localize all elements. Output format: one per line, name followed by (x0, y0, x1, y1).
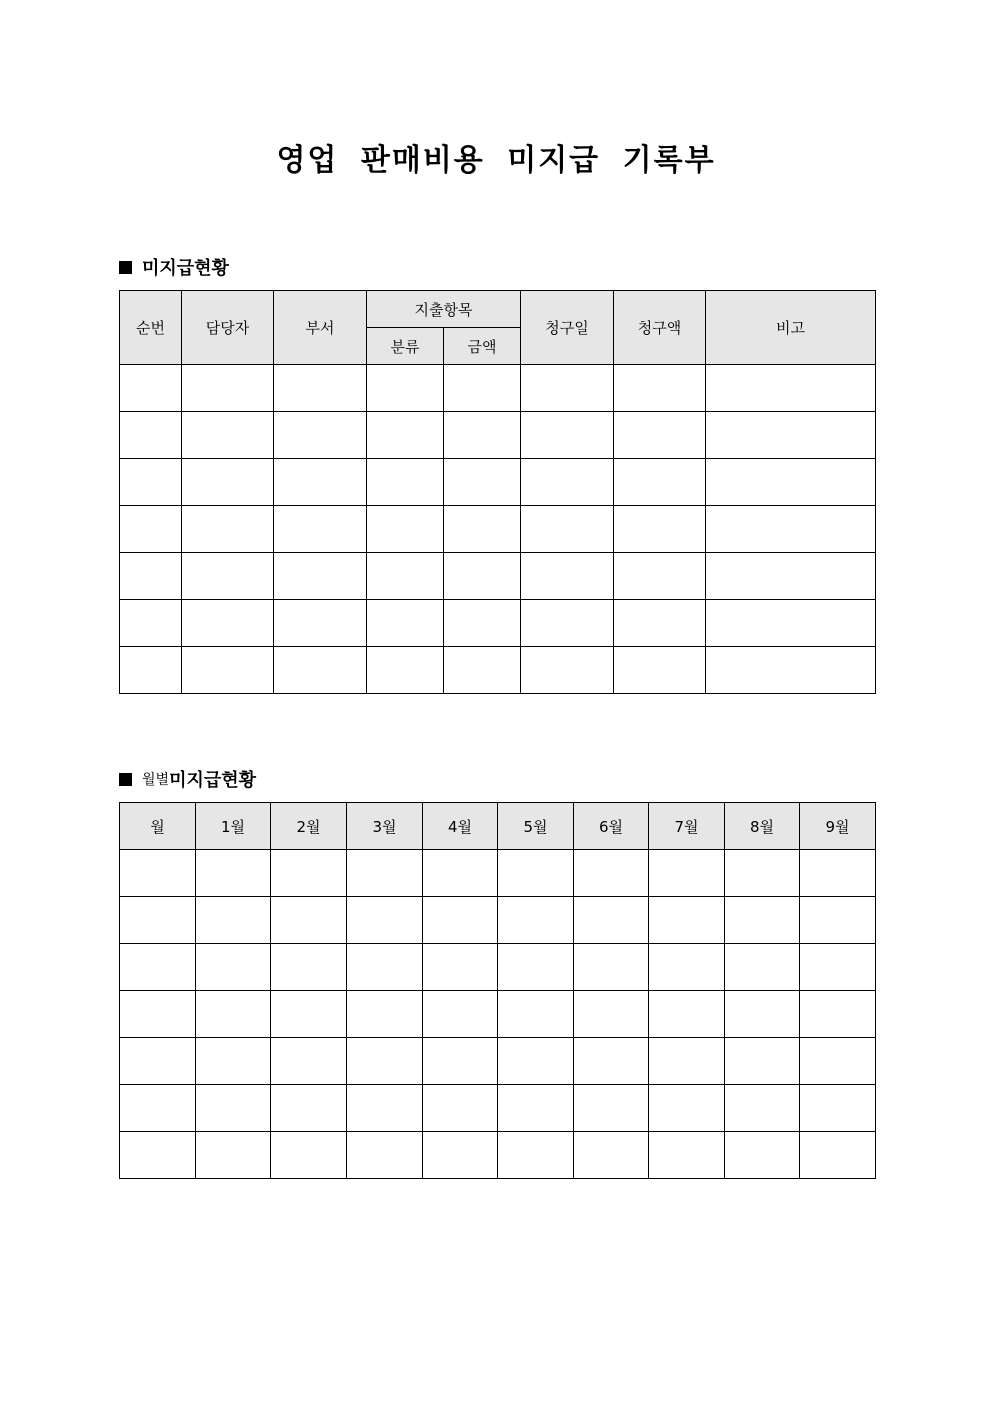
table-cell[interactable] (574, 944, 649, 991)
table-row (120, 412, 876, 459)
table-cell[interactable] (120, 897, 196, 944)
square-bullet-icon (119, 261, 132, 274)
section-heading-label: 미지급현황 (142, 258, 229, 279)
table-cell[interactable] (196, 1132, 271, 1179)
header-month-1: 1월 (196, 803, 271, 850)
table-cell[interactable] (182, 647, 274, 694)
table-cell[interactable] (367, 647, 444, 694)
table-row (120, 850, 876, 897)
table-cell[interactable] (521, 553, 614, 600)
table-cell[interactable] (120, 850, 196, 897)
header-month-5: 5월 (498, 803, 574, 850)
table-cell[interactable] (120, 1132, 196, 1179)
table-cell[interactable] (574, 1132, 649, 1179)
monthly-unpaid-table (119, 802, 876, 1179)
table-cell[interactable] (120, 459, 182, 506)
table-cell[interactable] (120, 944, 196, 991)
table-row (120, 944, 876, 991)
table-cell[interactable] (274, 365, 367, 412)
table-cell[interactable] (196, 850, 271, 897)
table-cell[interactable] (725, 850, 800, 897)
page-title: 영업 판매비용 미지급 기록부 (276, 143, 716, 178)
table-cell[interactable] (182, 412, 274, 459)
header-month-6: 6월 (574, 803, 649, 850)
table-cell[interactable] (614, 365, 706, 412)
table-cell[interactable] (196, 944, 271, 991)
table-cell[interactable] (120, 600, 182, 647)
table-row (120, 647, 876, 694)
table-cell[interactable] (706, 459, 876, 506)
table-cell[interactable] (271, 1085, 347, 1132)
table-cell[interactable] (347, 1038, 423, 1085)
table-cell[interactable] (423, 897, 498, 944)
table-cell[interactable] (182, 553, 274, 600)
table-cell[interactable] (521, 459, 614, 506)
table-cell[interactable] (614, 506, 706, 553)
table-cell[interactable] (706, 600, 876, 647)
header-claim-amount: 청구액 (614, 291, 706, 365)
table-cell[interactable] (196, 991, 271, 1038)
table-cell[interactable] (444, 459, 521, 506)
table-row (120, 1038, 876, 1085)
table-cell[interactable] (423, 1038, 498, 1085)
table-cell[interactable] (800, 1132, 876, 1179)
header-department: 부서 (274, 291, 367, 365)
table-cell[interactable] (347, 897, 423, 944)
table-cell[interactable] (614, 647, 706, 694)
table-cell[interactable] (274, 412, 367, 459)
header-category: 분류 (367, 328, 444, 365)
table-cell[interactable] (800, 1038, 876, 1085)
header-month-9: 9월 (800, 803, 876, 850)
table-cell[interactable] (120, 365, 182, 412)
table-cell[interactable] (521, 365, 614, 412)
table-cell[interactable] (574, 850, 649, 897)
table-cell[interactable] (444, 412, 521, 459)
table-cell[interactable] (423, 944, 498, 991)
table-cell[interactable] (800, 991, 876, 1038)
table-cell[interactable] (800, 850, 876, 897)
table-cell[interactable] (574, 1038, 649, 1085)
table-cell[interactable] (423, 850, 498, 897)
table-cell[interactable] (367, 459, 444, 506)
table-cell[interactable] (120, 1085, 196, 1132)
table-cell[interactable] (521, 412, 614, 459)
header-manager: 담당자 (182, 291, 274, 365)
table-cell[interactable] (444, 553, 521, 600)
table-cell[interactable] (347, 1085, 423, 1132)
section-heading-unpaid-status (119, 254, 229, 280)
table-cell[interactable] (120, 553, 182, 600)
table-cell[interactable] (498, 897, 574, 944)
table-cell[interactable] (423, 1132, 498, 1179)
table-cell[interactable] (725, 897, 800, 944)
table-cell[interactable] (800, 897, 876, 944)
table-cell[interactable] (706, 553, 876, 600)
header-month-8: 8월 (725, 803, 800, 850)
table-cell[interactable] (423, 1085, 498, 1132)
table-cell[interactable] (271, 1038, 347, 1085)
table-cell[interactable] (649, 1085, 725, 1132)
header-amount: 금액 (444, 328, 521, 365)
section-heading-monthly-unpaid (119, 766, 256, 792)
table-cell[interactable] (498, 1085, 574, 1132)
table-cell[interactable] (498, 850, 574, 897)
table-cell[interactable] (498, 991, 574, 1038)
table-cell[interactable] (614, 412, 706, 459)
square-bullet-icon (119, 773, 132, 786)
table-cell[interactable] (274, 459, 367, 506)
table-cell[interactable] (196, 1038, 271, 1085)
table-cell[interactable] (274, 647, 367, 694)
table-row (120, 991, 876, 1038)
table-cell[interactable] (574, 1085, 649, 1132)
header-claim-date: 청구일 (521, 291, 614, 365)
table-cell[interactable] (574, 991, 649, 1038)
table-cell[interactable] (649, 850, 725, 897)
table-cell[interactable] (614, 553, 706, 600)
unpaid-status-table (119, 290, 876, 694)
table-cell[interactable] (347, 1132, 423, 1179)
table-cell[interactable] (271, 850, 347, 897)
table-row (120, 365, 876, 412)
table-cell[interactable] (614, 600, 706, 647)
table-cell[interactable] (521, 506, 614, 553)
header-no: 순번 (120, 291, 182, 365)
table-cell[interactable] (120, 647, 182, 694)
table-cell[interactable] (274, 506, 367, 553)
header-month-4: 4월 (423, 803, 498, 850)
table-row (120, 1085, 876, 1132)
table-row (120, 897, 876, 944)
table-cell[interactable] (574, 897, 649, 944)
table-cell[interactable] (649, 897, 725, 944)
table-cell[interactable] (182, 459, 274, 506)
table-cell[interactable] (725, 991, 800, 1038)
table-cell[interactable] (120, 1038, 196, 1085)
table-cell[interactable] (725, 1038, 800, 1085)
table-cell[interactable] (498, 1038, 574, 1085)
table-cell[interactable] (706, 365, 876, 412)
table-row (120, 1132, 876, 1179)
table-row (120, 600, 876, 647)
table-cell[interactable] (706, 412, 876, 459)
table-cell[interactable] (444, 647, 521, 694)
table-cell[interactable] (182, 600, 274, 647)
table-cell[interactable] (120, 506, 182, 553)
table-cell[interactable] (706, 506, 876, 553)
table-cell[interactable] (444, 365, 521, 412)
table-cell[interactable] (274, 600, 367, 647)
table-cell[interactable] (706, 647, 876, 694)
table-cell[interactable] (800, 944, 876, 991)
header-month-7: 7월 (649, 803, 725, 850)
table-cell[interactable] (196, 1085, 271, 1132)
header-remarks: 비고 (706, 291, 876, 365)
table-cell[interactable] (120, 412, 182, 459)
table-cell[interactable] (271, 897, 347, 944)
table-cell[interactable] (649, 944, 725, 991)
table-cell[interactable] (120, 991, 196, 1038)
header-month-0: 월 (120, 803, 196, 850)
table-cell[interactable] (649, 1038, 725, 1085)
table-cell[interactable] (367, 412, 444, 459)
table-cell[interactable] (521, 647, 614, 694)
table-cell[interactable] (649, 991, 725, 1038)
header-month-3: 3월 (347, 803, 423, 850)
table-cell[interactable] (271, 1132, 347, 1179)
section-heading-label: 미지급현황 (169, 770, 257, 791)
table-cell[interactable] (649, 1132, 725, 1179)
table-cell[interactable] (444, 506, 521, 553)
table-cell[interactable] (423, 991, 498, 1038)
table-row (120, 459, 876, 506)
table-cell[interactable] (182, 506, 274, 553)
header-expense-group: 지출항목 (367, 291, 521, 328)
table-cell[interactable] (367, 600, 444, 647)
section-heading-prefix: 월별 (142, 772, 170, 788)
table-cell[interactable] (196, 897, 271, 944)
table-cell[interactable] (274, 553, 367, 600)
table-row (120, 553, 876, 600)
table-cell[interactable] (725, 944, 800, 991)
table-cell[interactable] (271, 944, 347, 991)
table-cell[interactable] (367, 506, 444, 553)
table-cell[interactable] (367, 553, 444, 600)
table-cell[interactable] (347, 850, 423, 897)
table-cell[interactable] (725, 1132, 800, 1179)
table-cell[interactable] (725, 1085, 800, 1132)
table-cell[interactable] (182, 365, 274, 412)
table-cell[interactable] (271, 991, 347, 1038)
table-cell[interactable] (347, 991, 423, 1038)
table-cell[interactable] (347, 944, 423, 991)
table-cell[interactable] (800, 1085, 876, 1132)
table-cell[interactable] (498, 1132, 574, 1179)
header-month-2: 2월 (271, 803, 347, 850)
table-cell[interactable] (614, 459, 706, 506)
table-cell[interactable] (521, 600, 614, 647)
table-cell[interactable] (367, 365, 444, 412)
table-cell[interactable] (444, 600, 521, 647)
table-row (120, 506, 876, 553)
table-cell[interactable] (498, 944, 574, 991)
